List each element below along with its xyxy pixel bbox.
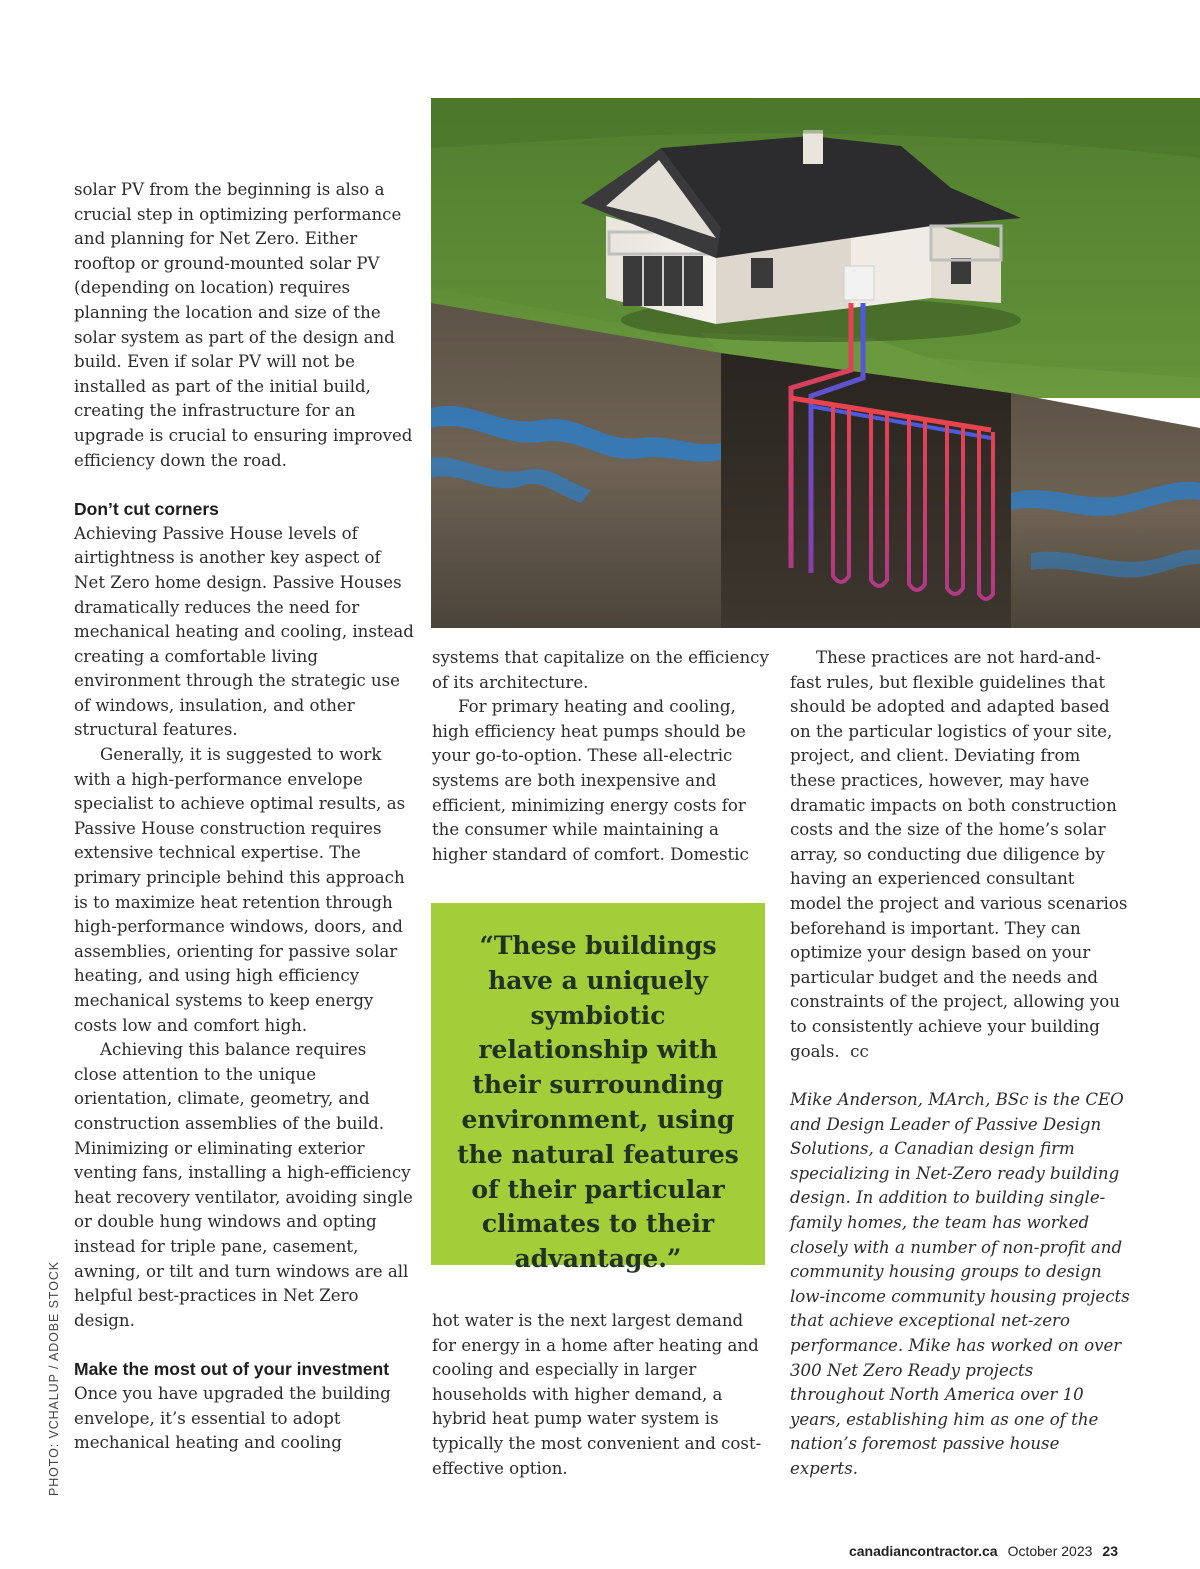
footer-date: October 2023: [1007, 1543, 1093, 1559]
author-bio: Mike Anderson, MArch, BSc is the CEO and Design Leader of Passive Design Solutions, a Canadian design firm specializing in Net-Zero ready building design. In addition to building single-family homes, the team has worked closely with a number of non-profit and community housing groups to design low-income community housing projects that achieve exceptional net-zero performance. Mike has worked on over 300 Net Zero Ready projects throughout North America over 10 years, establishing him as one of the nation’s foremost passive house experts.: [790, 1090, 1130, 1478]
paragraph-solar-pv: solar PV from the beginning is also a crucial step in optimizing performance and planning for Net Zero. Either rooftop or ground-mounted solar PV (depending on location) requires planning the location and size of the solar system as part of the design and build. Even if solar PV will not be installed as part of the initial build, creating the infrastructure for an upgrade is crucial to ensuring improved efficiency down the road.: [74, 180, 413, 470]
illustration-svg: [431, 98, 1200, 628]
paragraph-envelope-specialist: Generally, it is suggested to work with a high-performance envelope specialist to achieve optimal results, as Passive House construction requires extensive technical expertise. The primary principle behind this approach is to maximize heat retention through high-performance windows, doors, and assemblies, orienting for passive solar heating, and using high efficiency mechanical systems to keep energy costs low and comfort high.: [74, 745, 406, 1035]
paragraph-airtightness: Achieving Passive House levels of airtightness is another key aspect of Net Zero home design. Passive Houses dramatically reduces the need for mechanical heating and cooling, instead creating a comfortable living environment through the strategic use of windows, insulation, and other structural features.: [74, 523, 414, 740]
geothermal-house-illustration: [431, 98, 1200, 628]
pull-quote: “These buildings have a uniquely symbiotic relationship with their surrounding environment, using the natural features of their particular climates to their advantage.”: [431, 903, 765, 1265]
paragraph-guidelines: [790, 646, 1130, 1064]
paragraph-building-envelope: Once you have upgraded the building envelope, it’s essential to adopt mechanical heating and cooling: [74, 1383, 391, 1453]
article-column-3: [790, 646, 1130, 1482]
paragraph-balance: Achieving this balance requires close attention to the unique orientation, climate, geometry, and construction assemblies of the build. Minimizing or eliminating exterior venting fans, installing a high-efficiency heat recovery ventilator, avoiding single or double hung windows and opting instead for triple pane, casement, awning, or tilt and turn windows are all helpful best-practices in Net Zero design.: [74, 1040, 413, 1330]
footer-site: canadiancontractor.ca: [848, 1543, 998, 1559]
page-number: 23: [1102, 1543, 1118, 1559]
end-mark: cc: [850, 1041, 869, 1061]
paragraph-hot-water: hot water is the next largest demand for energy in a home after heating and cooling and especially in larger households with higher demand, a hybrid heat pump water system is typically the most convenient and cost-effective option.: [432, 1311, 762, 1478]
paragraph-architecture: systems that capitalize on the efficiency of its architecture.: [432, 648, 769, 692]
page-footer: [849, 1543, 1118, 1559]
photo-credit-text: PHOTO: VCHALUP / ADOBE STOCK: [47, 1261, 61, 1496]
guidelines-text: These practices are not hard-and-fast rules, but flexible guidelines that should be adopted and adapted based on the particular logistics of your site, project, and client. Deviating from these practices, however, may have dramatic impacts on both construction costs and the size of the home’s solar array, so conducting due diligence by having an experienced consultant model the project and various scenarios beforehand is important. They can optimize your design based on your particular budget and the needs and constraints of the project, allowing you to consistently achieve your building goals.: [790, 648, 1128, 1061]
article-column-2-bottom: [432, 1309, 772, 1481]
heading-dont-cut-corners: Don’t cut corners: [74, 499, 219, 520]
paragraph-heat-pumps: For primary heating and cooling, high efficiency heat pumps should be your go-to-option. These all-electric systems are both inexpensive and efficient, minimizing energy costs for the consumer while maintaining a higher standard of comfort. Domestic: [432, 697, 749, 864]
article-column-1: [74, 178, 414, 1456]
photo-credit: [47, 1261, 61, 1496]
article-column-2-top: [432, 646, 772, 867]
heading-investment: Make the most out of your investment: [74, 1359, 390, 1380]
